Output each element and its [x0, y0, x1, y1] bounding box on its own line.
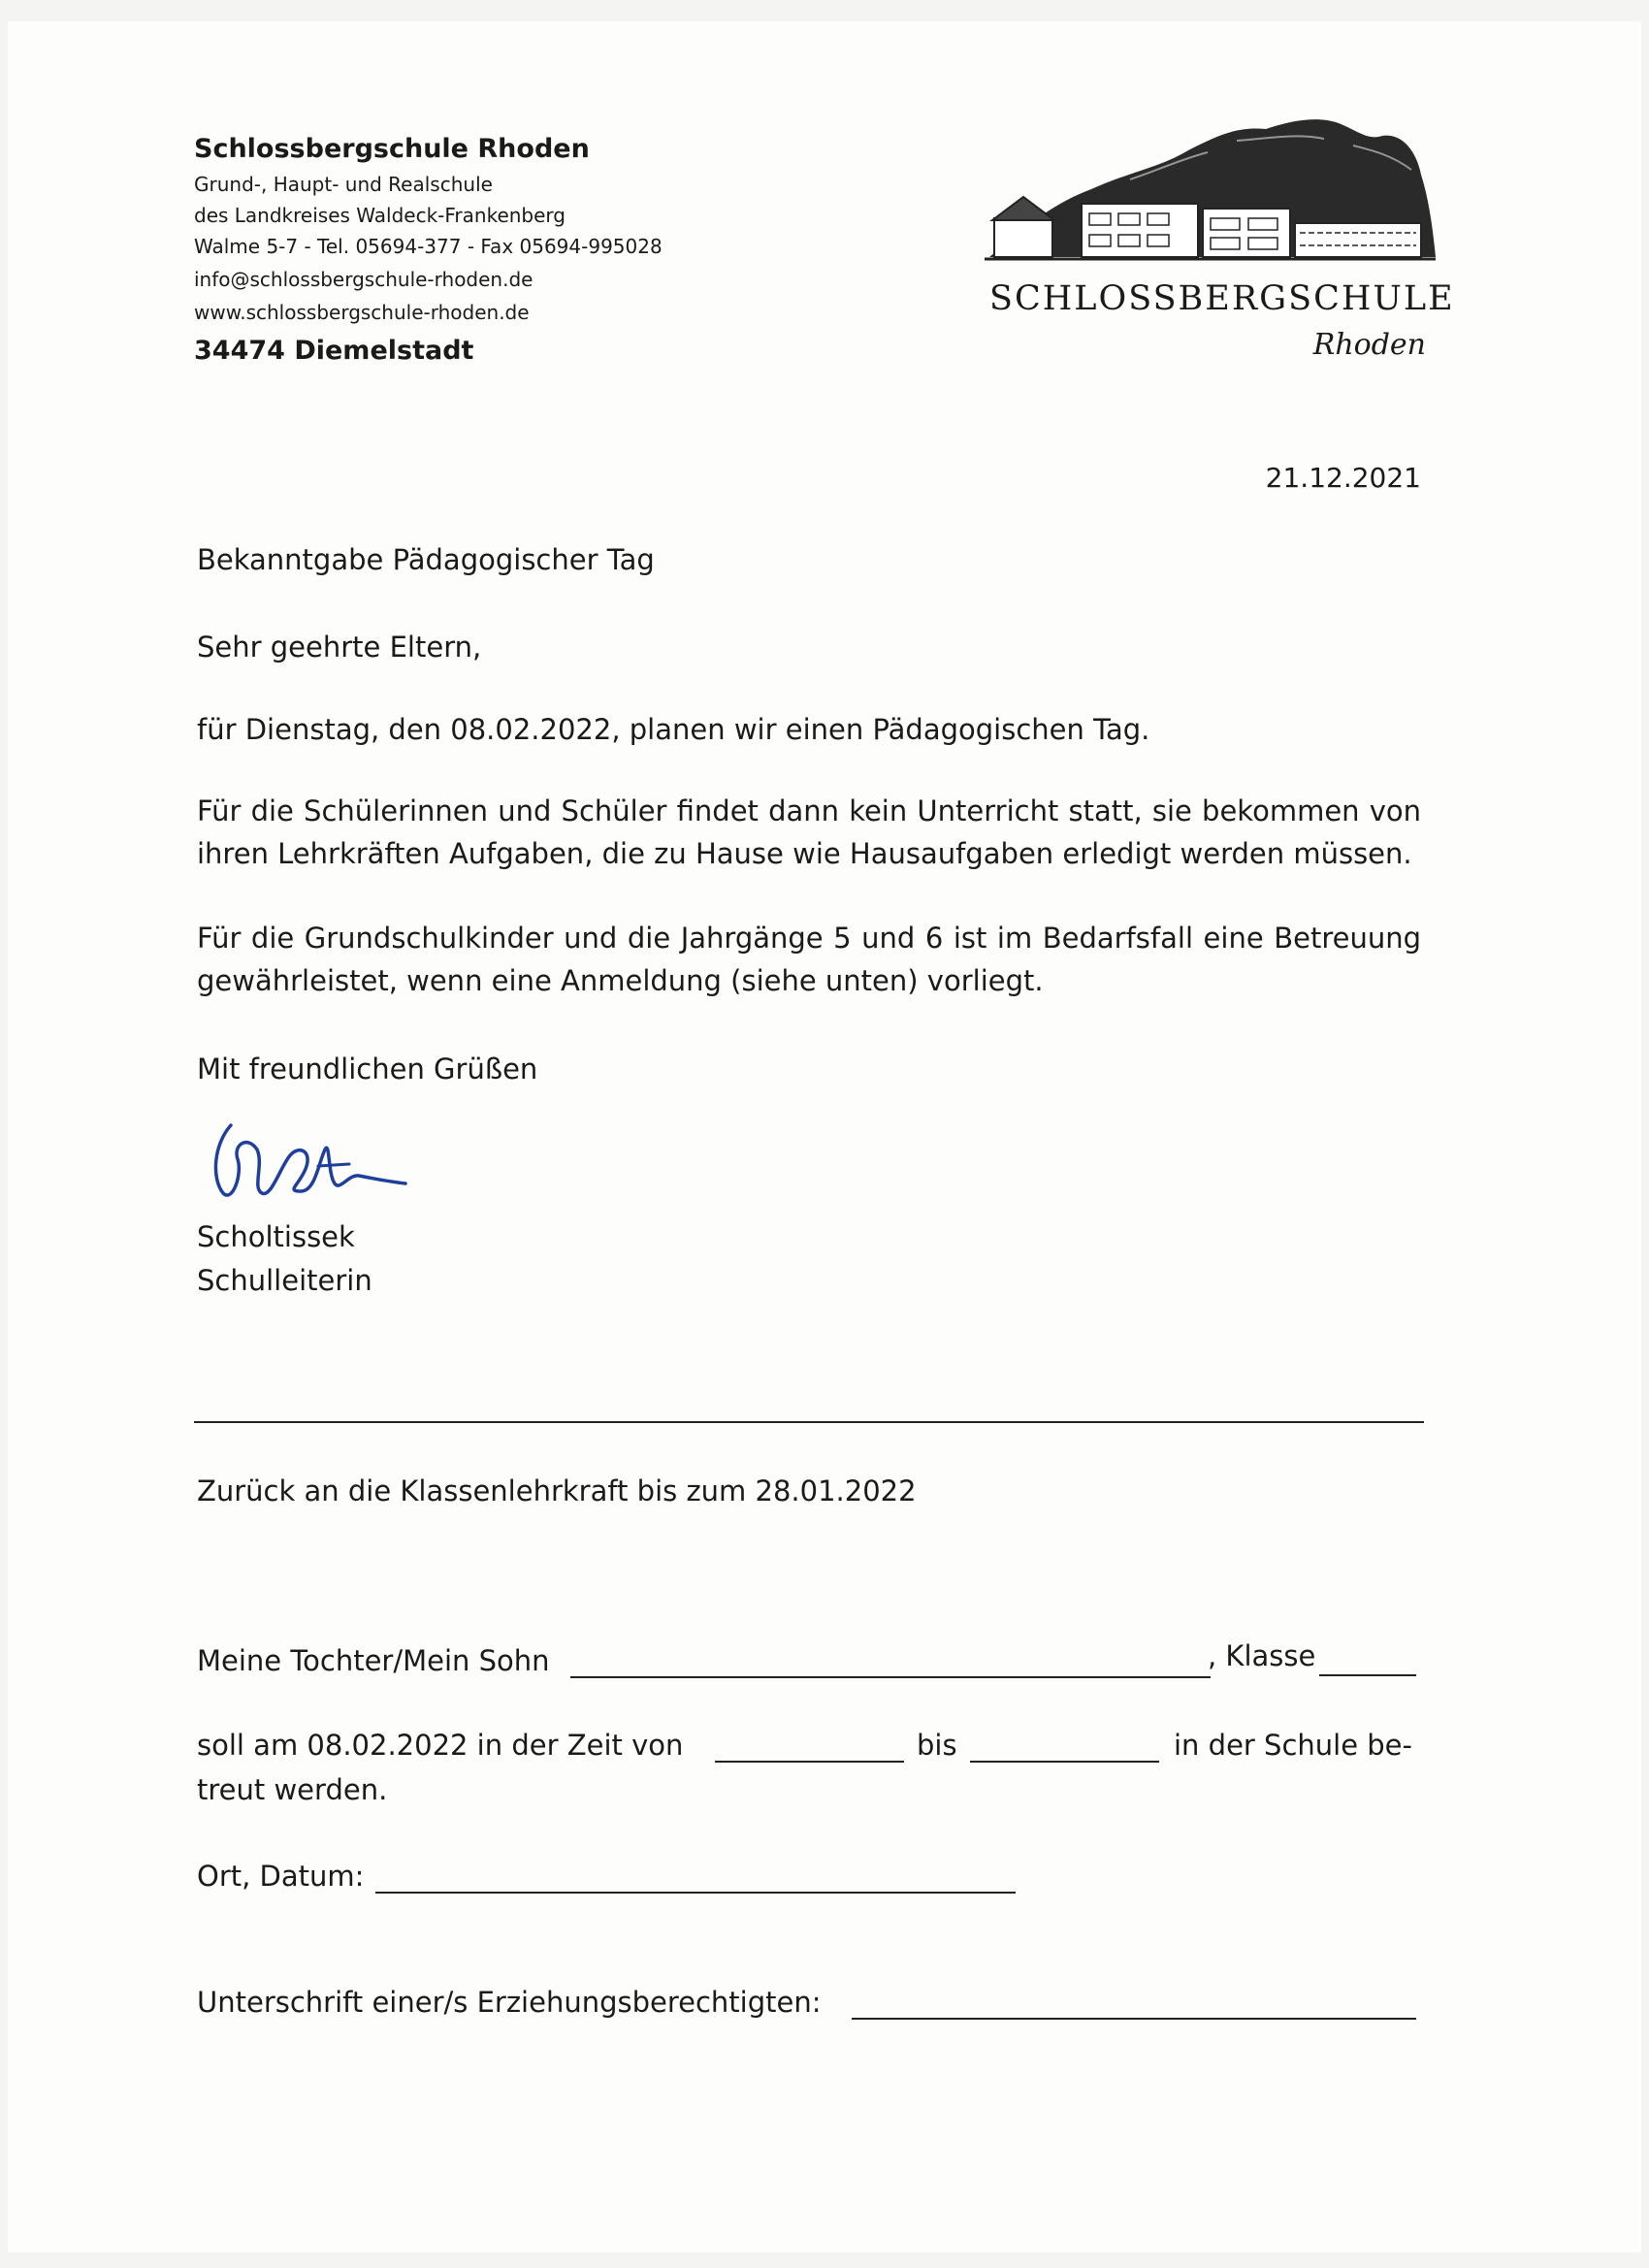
time-from-field[interactable]: [715, 1761, 904, 1763]
paragraph-no-class: Für die Schülerinnen und Schüler findet dann kein Unterricht statt, sie bekommen von ihren Lehrkräften Aufgaben, die zu Hause wie Hausaufgaben erledigt werden müssen.: [197, 794, 1421, 870]
logo-subtitle: Rhoden: [1312, 328, 1426, 362]
signer-role: Schulleiterin: [197, 1264, 372, 1297]
paragraph-care: Für die Grundschulkinder und die Jahrgänge 5 und 6 ist im Bedarfsfall eine Betreuung gewährleistet, wenn eine Anmeldung (siehe unten) vorliegt.: [197, 922, 1421, 997]
school-city: 34474 Diemelstadt: [194, 336, 474, 366]
district-line: des Landkreises Waldeck-Frankenberg: [194, 204, 566, 227]
contact-line: Walme 5-7 - Tel. 05694-377 - Fax 05694-995028: [194, 235, 663, 258]
class-label: , Klasse: [1208, 1639, 1316, 1672]
time-between-label: bis: [917, 1729, 957, 1762]
time-suffix: in der Schule be-: [1174, 1729, 1412, 1762]
return-note: Zurück an die Klassenlehrkraft bis zum 28.01.2022: [197, 1474, 917, 1507]
guardian-signature-label: Unterschrift einer/s Erziehungsberechtigten:: [197, 1986, 822, 2019]
salutation: Sehr geehrte Eltern,: [197, 631, 482, 664]
cut-line: [194, 1421, 1424, 1423]
place-date-field[interactable]: [375, 1892, 1016, 1894]
child-label: Meine Tochter/Mein Sohn: [197, 1644, 550, 1677]
closing: Mit freundlichen Grüßen: [197, 1053, 538, 1085]
school-name: Schlossbergschule Rhoden: [194, 134, 590, 164]
letter-subject: Bekanntgabe Pädagogischer Tag: [197, 543, 655, 576]
signature-icon: [204, 1106, 417, 1213]
letter-date: 21.12.2021: [1265, 462, 1421, 494]
email-line: info@schlossbergschule-rhoden.de: [194, 268, 534, 291]
class-field[interactable]: [1319, 1674, 1416, 1676]
place-date-label: Ort, Datum:: [197, 1860, 365, 1893]
time-to-field[interactable]: [970, 1761, 1159, 1763]
school-building-icon: [985, 112, 1436, 267]
child-name-field[interactable]: [570, 1676, 1211, 1678]
time-suffix-continued: treut werden.: [197, 1773, 388, 1806]
school-type-line: Grund-, Haupt- und Realschule: [194, 173, 493, 196]
guardian-signature-field[interactable]: [852, 2018, 1416, 2020]
website-line: www.schlossbergschule-rhoden.de: [194, 301, 530, 324]
time-prefix: soll am 08.02.2022 in der Zeit von: [197, 1729, 684, 1762]
paragraph-date: für Dienstag, den 08.02.2022, planen wir einen Pädagogischen Tag.: [197, 713, 1150, 746]
logo-title: SCHLOSSBERGSCHULE: [989, 279, 1455, 318]
signer-name: Scholtissek: [197, 1220, 355, 1253]
